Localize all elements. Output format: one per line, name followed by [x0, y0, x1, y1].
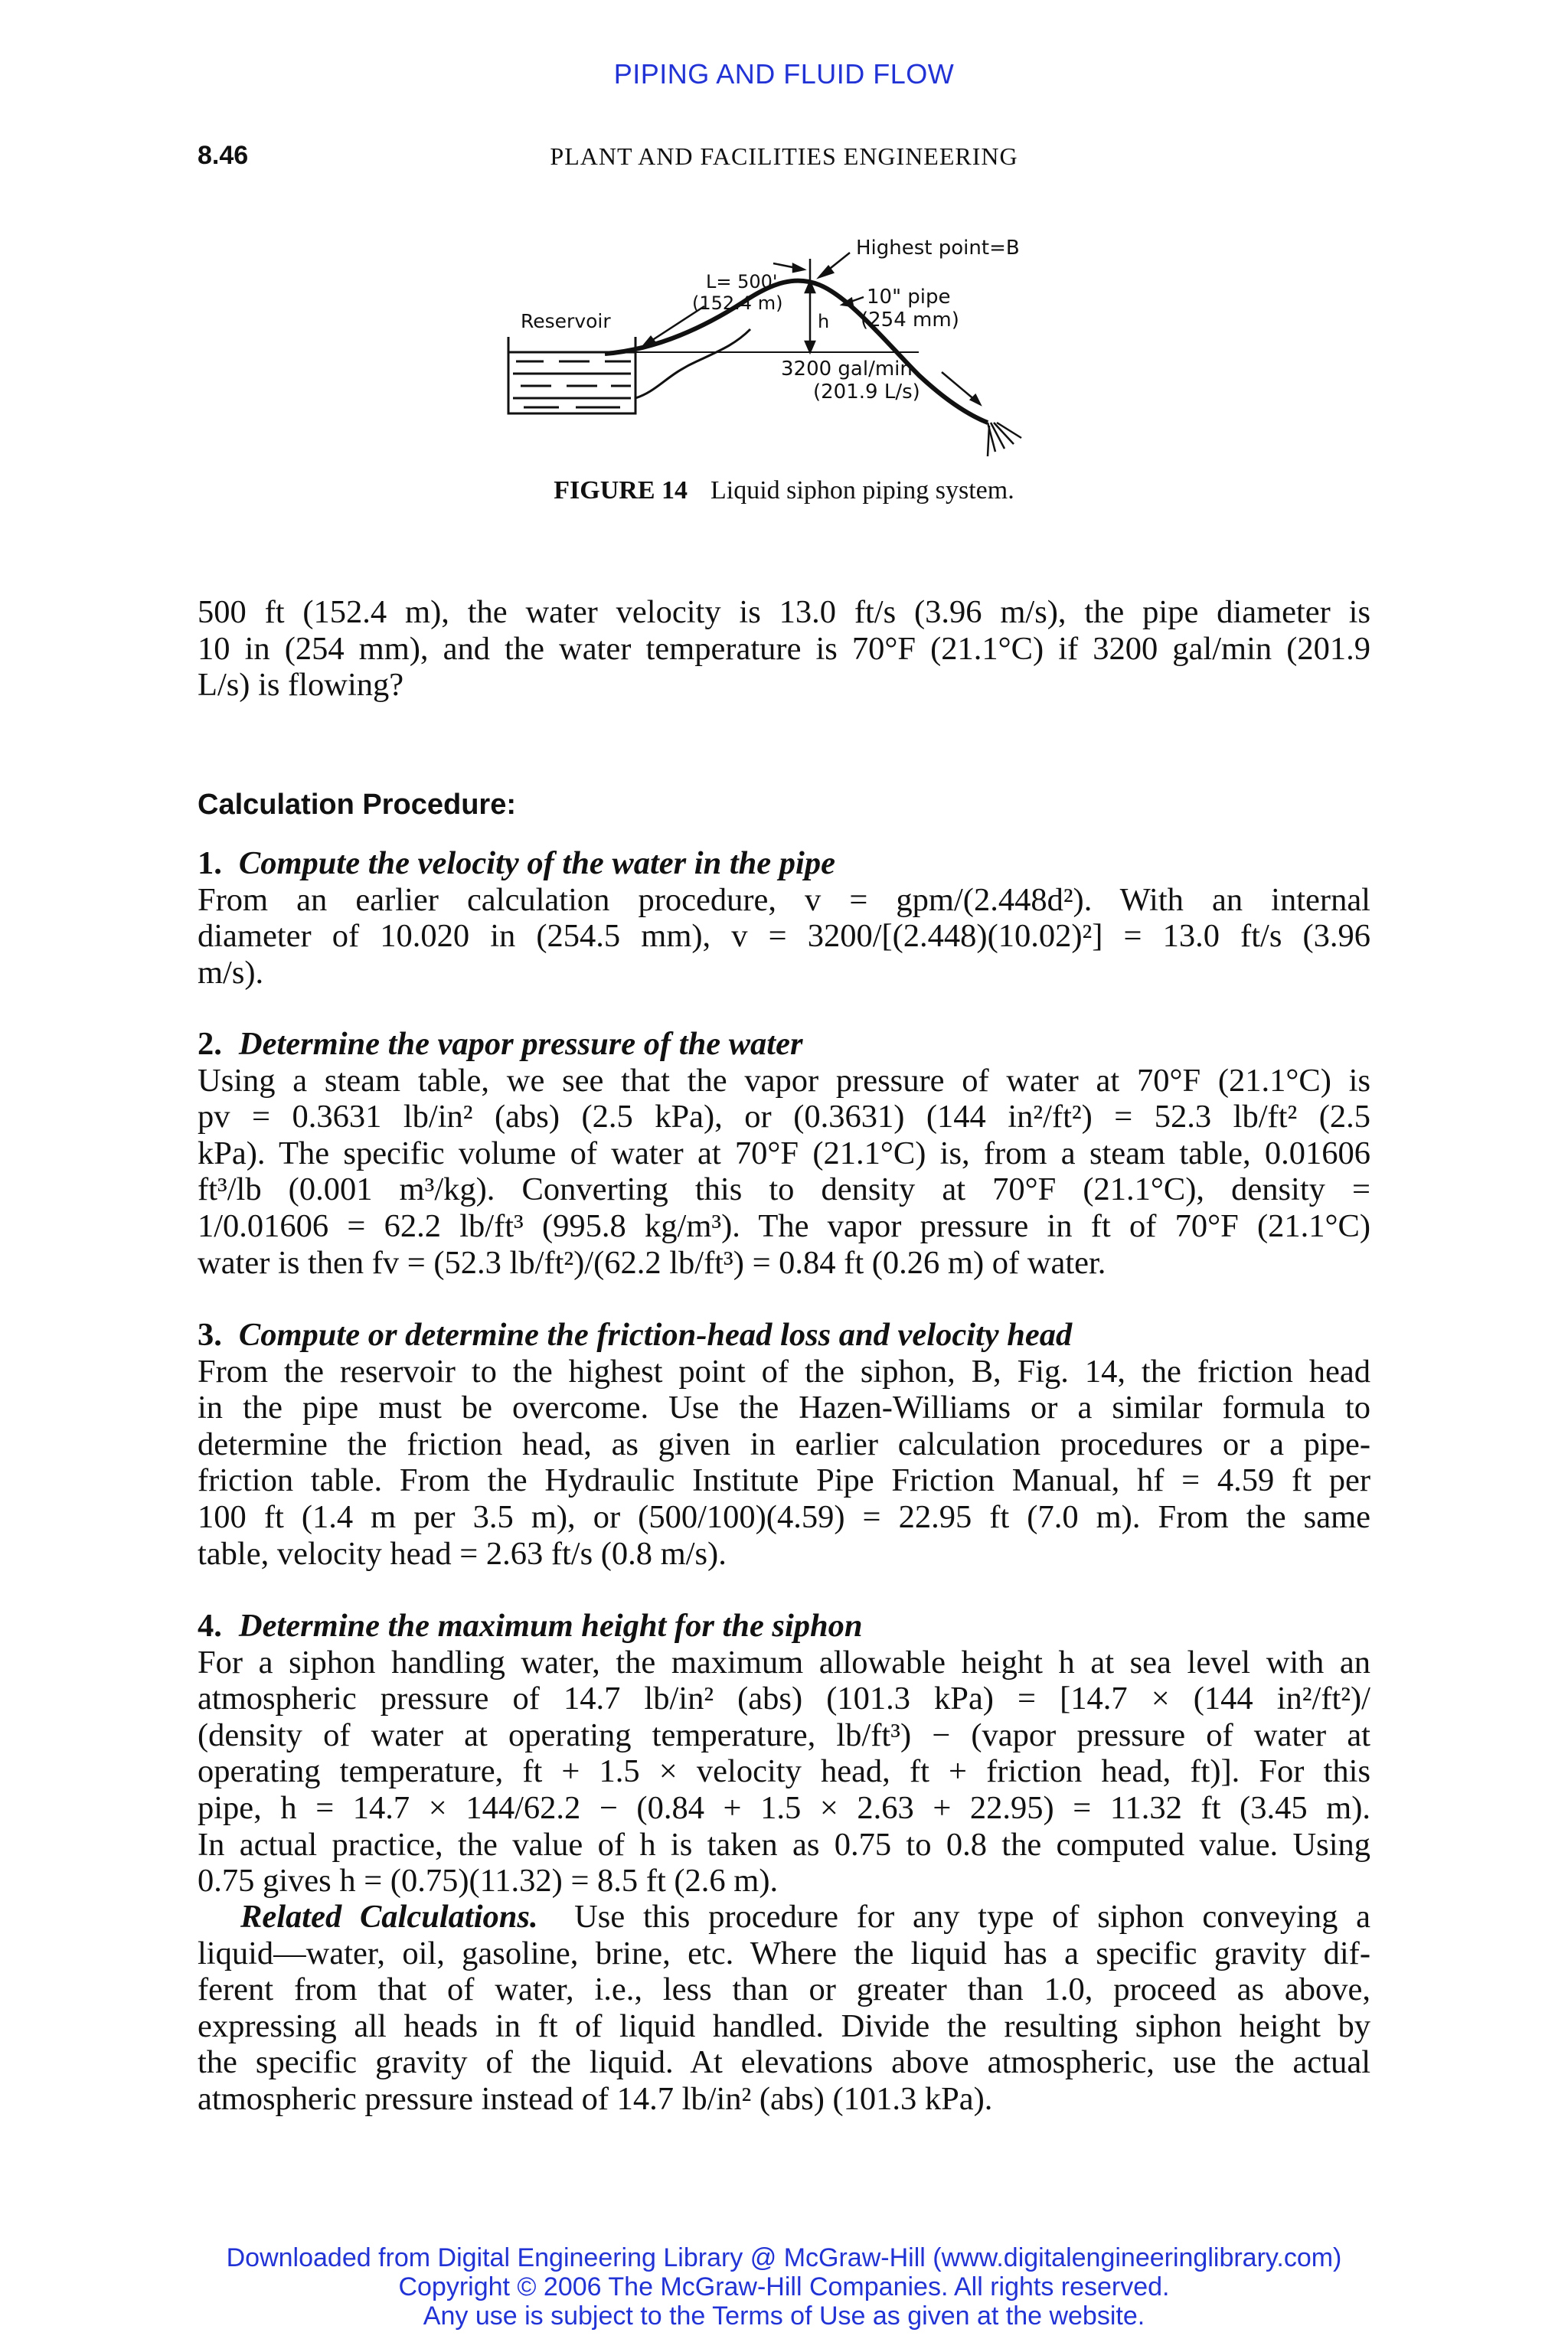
- text-line: 100 ft (1.4 m per 3.5 m), or (500/100)(4.59) = 22.95 ft (7.0 m). From the same: [198, 1498, 1370, 1535]
- text-line: expressing all heads in ft of liquid handled. Divide the resulting siphon height by: [198, 2007, 1370, 2044]
- step-2: [198, 1026, 1370, 1281]
- figure-caption-text: Liquid siphon piping system.: [710, 476, 1014, 505]
- text-line: Using a steam table, we see that the vapor pressure of water at 70°F (21.1°C) is: [198, 1062, 1370, 1099]
- text-line: the specific gravity of the liquid. At elevations above atmospheric, use the actual: [198, 2044, 1370, 2081]
- label-highest-point: Highest point=B: [856, 237, 1020, 260]
- label-flow-ls: (201.9 L/s): [813, 381, 920, 403]
- reservoir-tank: [508, 337, 635, 413]
- text-line: 0.75 gives h = (0.75)(11.32) = 8.5 ft (2.6 m).: [198, 1863, 779, 1900]
- text-line: ft³/lb (0.001 m³/kg). Converting this to density at 70°F (21.1°C), density =: [198, 1171, 1370, 1208]
- step-3: [198, 1317, 1370, 1572]
- text-line: 500 ft (152.4 m), the water velocity is 13.0 ft/s (3.96 m/s), the pipe diameter is: [198, 594, 1370, 630]
- text-line: determine the friction head, as given in earlier calculation procedures or a pipe-: [198, 1426, 1370, 1462]
- footer-download-link[interactable]: Downloaded from Digital Engineering Library @ McGraw-Hill (www.digitalengineeringlibrary.com): [226, 2243, 1342, 2272]
- step-heading: 2. Determine the vapor pressure of the water: [198, 1026, 803, 1062]
- text-line: atmospheric pressure of 14.7 lb/in² (abs) (101.3 kPa) = [14.7 × (144 in²/ft²)/: [198, 1681, 1370, 1717]
- related-calculations: [198, 1899, 1370, 2118]
- label-pipe-in: 10" pipe: [867, 286, 951, 309]
- footer: [0, 2243, 1568, 2331]
- step-heading: 4. Determine the maximum height for the siphon: [198, 1608, 863, 1644]
- text-line: In actual practice, the value of h is taken as 0.75 to 0.8 the computed value. Using: [198, 1826, 1370, 1863]
- figure-caption-label: FIGURE 14: [554, 476, 688, 505]
- text-line: diameter of 10.020 in (254.5 mm), v = 3200/[(2.448)(10.02)²] = 13.0 ft/s (3.96: [198, 918, 1370, 955]
- text-line: friction table. From the Hydraulic Institute Pipe Friction Manual, hf = 4.59 ft per: [198, 1462, 1370, 1499]
- running-head: PIPING AND FLUID FLOW: [613, 58, 955, 90]
- text-line: From an earlier calculation procedure, v = gpm/(2.448d²). With an internal: [198, 881, 1370, 918]
- discharge-spray-icon: [988, 423, 1021, 456]
- related-title: Related Calculations.: [240, 1899, 538, 1935]
- text-line: For a siphon handling water, the maximum allowable height h at sea level with an: [198, 1644, 1370, 1681]
- label-pipe-mm: (254 mm): [861, 309, 959, 332]
- text-line: m/s).: [198, 954, 264, 991]
- page-number: 8.46: [198, 141, 249, 170]
- text-line: in the pipe must be overcome. Use the Hazen-Williams or a similar formula to: [198, 1390, 1370, 1426]
- text-line: (density of water at operating temperature, lb/ft³) − (vapor pressure of water at: [198, 1717, 1370, 1753]
- text-line: pipe, h = 14.7 × 144/62.2 − (0.84 + 1.5 × 2.63 + 22.95) = 11.32 ft (3.45 m).: [198, 1789, 1370, 1826]
- text-line: atmospheric pressure instead of 14.7 lb/in² (abs) (101.3 kPa).: [198, 2080, 993, 2117]
- text-line: kPa). The specific volume of water at 70°F (21.1°C) is, from a steam table, 0.01606: [198, 1135, 1370, 1171]
- step-4: [198, 1608, 1370, 1900]
- text-line: L/s) is flowing?: [198, 667, 404, 704]
- text-line: ferent from that of water, i.e., less than or greater than 1.0, proceed as above,: [198, 1971, 1370, 2008]
- label-length-ft: L= 500': [706, 271, 778, 292]
- text-line: liquid—water, oil, gasoline, brine, etc. Where the liquid has a specific gravity dif-: [198, 1935, 1370, 1971]
- text-line: table, velocity head = 2.63 ft/s (0.8 m/s).: [198, 1535, 727, 1572]
- h-dimension: [805, 259, 815, 352]
- label-flow-gpm: 3200 gal/min: [781, 358, 913, 381]
- step-heading: 3. Compute or determine the friction-head loss and velocity head: [198, 1317, 1073, 1353]
- figure-caption: [0, 476, 1568, 505]
- step-1: [198, 845, 1370, 991]
- label-reservoir: Reservoir: [521, 310, 611, 332]
- calculation-procedure-heading: Calculation Procedure:: [198, 789, 516, 821]
- footer-copyright: Copyright © 2006 The McGraw-Hill Companies. All rights reserved.: [398, 2272, 1170, 2301]
- footer-terms-link[interactable]: Any use is subject to the Terms of Use as given at the website.: [423, 2301, 1145, 2331]
- text-line: water is then fv = (52.3 lb/ft²)/(62.2 lb/ft³) = 0.84 ft (0.26 m) of water.: [198, 1244, 1106, 1281]
- text-line: pv = 0.3631 lb/in² (abs) (2.5 kPa), or (0.3631) (144 in²/ft²) = 52.3 lb/ft² (2.5: [198, 1099, 1370, 1135]
- label-length-m: (152.4 m): [692, 292, 783, 314]
- text-line: From the reservoir to the highest point of the siphon, B, Fig. 14, the friction head: [198, 1353, 1370, 1390]
- text-line: Related Calculations. Use this procedure for any type of siphon conveying a: [240, 1899, 1371, 1935]
- book-title: PLANT AND FACILITIES ENGINEERING: [550, 142, 1018, 170]
- text-line: 10 in (254 mm), and the water temperature is 70°F (21.1°C) if 3200 gal/min (201.9: [198, 630, 1370, 667]
- intro-paragraph: [198, 594, 1370, 704]
- text-line: operating temperature, ft + 1.5 × velocity head, ft + friction head, ft)]. For this: [198, 1753, 1370, 1790]
- label-h: h: [818, 311, 830, 332]
- step-heading: 1. Compute the velocity of the water in the pipe: [198, 845, 835, 881]
- text-line: 1/0.01606 = 62.2 lb/ft³ (995.8 kg/m³). The vapor pressure in ft of 70°F (21.1°C): [198, 1207, 1370, 1244]
- siphon-figure: [490, 222, 1087, 467]
